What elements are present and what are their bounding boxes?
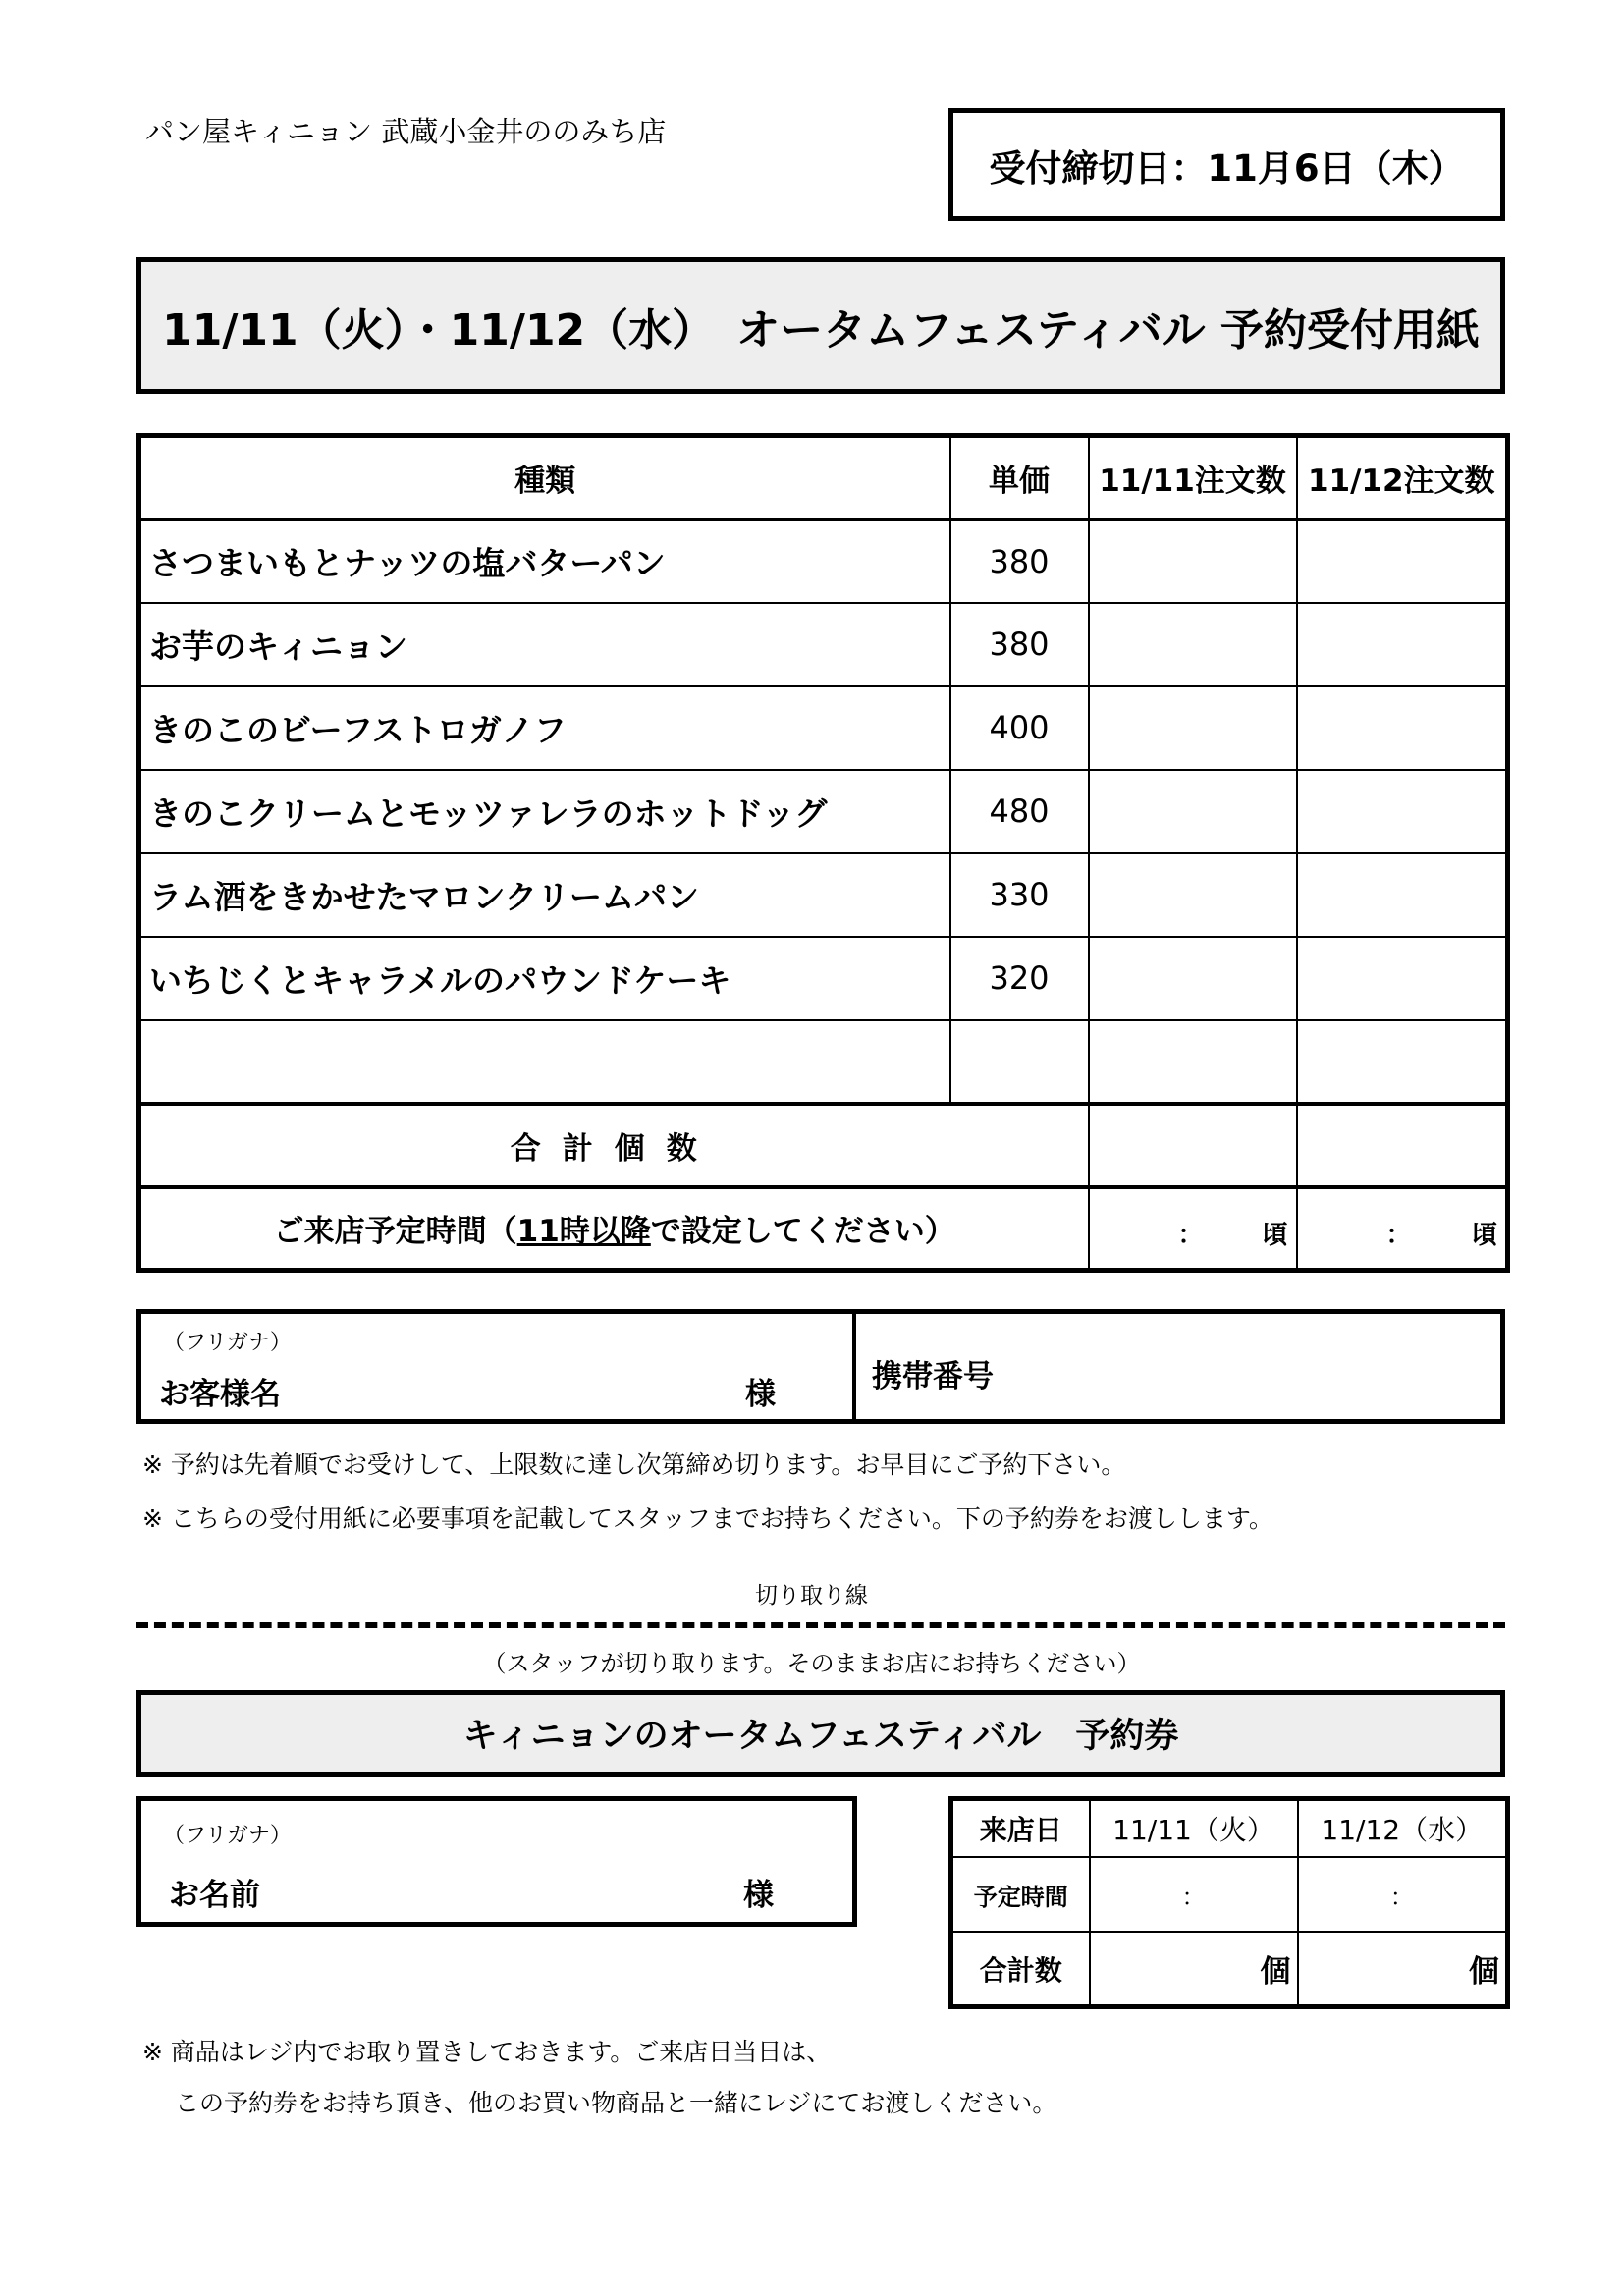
order-table [136,433,1510,1273]
item-name: お芋のキィニョン [139,603,950,686]
cut-line-note: （スタッフが切り取ります。そのままお店にお持ちください） [482,1650,1141,1677]
phone-field[interactable] [856,1314,1500,1419]
item-name-empty[interactable] [139,1020,950,1104]
visit-total-row [951,1932,1508,2007]
visit-time-1111-input[interactable] [1089,1187,1297,1271]
visit-time-1112-input[interactable] [1297,1187,1508,1271]
header-qty-1112: 11/12注文数 [1297,436,1508,519]
time-colon: ： [1177,1220,1204,1250]
total-1112-input[interactable] [1297,1104,1508,1187]
visit-table [948,1796,1510,2009]
qty-1111-input[interactable] [1089,1020,1297,1104]
qty-1112-input[interactable] [1297,686,1508,770]
time-colon: ： [1181,1883,1206,1911]
visit-time-label-underline: 11時以降 [516,1214,651,1250]
visit-time-label: 予定時間 [951,1857,1090,1932]
item-name: きのこクリームとモッツァレラのホットドッグ [139,770,950,853]
deadline-box [948,108,1505,221]
table-row [139,686,1508,770]
visit-time-1112-input[interactable] [1298,1857,1508,1932]
table-row [139,770,1508,853]
bottom-note-line-2: この予約券をお持ち頂き、他のお買い物商品と一緒にレジにてお渡しください。 [142,2089,1057,2117]
visit-time-row [139,1187,1508,1271]
qty-1112-input[interactable] [1297,937,1508,1020]
header-qty-1111: 11/11注文数 [1089,436,1297,519]
form-title [136,257,1505,394]
item-price: 380 [950,519,1089,603]
ticket-name-field[interactable] [136,1796,857,1927]
qty-1112-input[interactable] [1297,853,1508,937]
time-colon: ： [1389,1883,1414,1911]
visit-time-row [951,1857,1508,1932]
note-bring-form: ※ こちらの受付用紙に必要事項を記載してスタッフまでお持ちください。下の予約券をお渡しします。 [142,1504,1273,1533]
header-item-type: 種類 [139,436,950,519]
qty-1111-input[interactable] [1089,770,1297,853]
visit-time-label-pre: ご来店予定時間（ [273,1214,517,1250]
bottom-note [142,2027,1056,2129]
ticket-title-text: キィニョンのオータムフェスティバル 予約券 [462,1717,1179,1756]
item-price: 320 [950,937,1089,1020]
item-price-empty[interactable] [950,1020,1089,1104]
cut-line-label: 切り取り線 [755,1583,868,1609]
ko-unit: 個 [1260,1954,1291,1990]
total-label: 合計個数 [139,1104,1089,1187]
time-goro: 頃 [1262,1220,1288,1250]
item-price: 480 [950,770,1089,853]
item-price: 380 [950,603,1089,686]
visit-time-label-post: で設定してください） [650,1214,955,1250]
customer-name-field[interactable] [141,1314,856,1419]
visit-total-label: 合計数 [951,1932,1090,2007]
qty-1111-input[interactable] [1089,937,1297,1020]
item-price: 400 [950,686,1089,770]
item-price: 330 [950,853,1089,937]
visit-date-1112: 11/12（水） [1298,1799,1508,1858]
visit-total-1112-input[interactable] [1298,1932,1508,2007]
visit-time-1111-input[interactable] [1090,1857,1298,1932]
qty-1111-input[interactable] [1089,603,1297,686]
customer-info-box [136,1309,1505,1424]
table-row [139,853,1508,937]
table-row-empty [139,1020,1508,1104]
qty-1112-input[interactable] [1297,1020,1508,1104]
bottom-note-line-1: ※ 商品はレジ内でお取り置きしておきます。ご来店日当日は、 [142,2038,832,2066]
item-name: ラム酒をきかせたマロンクリームパン [139,853,950,937]
table-row [139,937,1508,1020]
qty-1112-input[interactable] [1297,519,1508,603]
table-row [139,519,1508,603]
table-row [139,603,1508,686]
visit-date-label: 来店日 [951,1799,1090,1858]
qty-1112-input[interactable] [1297,770,1508,853]
item-name: きのこのビーフストロガノフ [139,686,950,770]
visit-date-1111: 11/11（火） [1090,1799,1298,1858]
customer-name-label: お客様名 [159,1377,281,1412]
item-name: さつまいもとナッツの塩バターパン [139,519,950,603]
ko-unit: 個 [1469,1954,1499,1990]
deadline-text: 受付締切日：11月6日（木） [989,146,1465,190]
header-unit-price: 単価 [950,436,1089,519]
sama-label: 様 [743,1878,774,1913]
furigana-label: （フリガナ） [163,1824,292,1848]
ticket-title [136,1690,1505,1777]
time-colon: ： [1385,1220,1412,1250]
visit-time-label [139,1187,1089,1271]
note-first-come: ※ 予約は先着順でお受けして、上限数に達し次第締め切ります。お早目にご予約下さい。 [142,1450,1126,1479]
total-row [139,1104,1508,1187]
store-name: パン屋キィニョン 武蔵小金井ののみち店 [145,115,667,148]
phone-label: 携帯番号 [872,1359,994,1394]
qty-1111-input[interactable] [1089,853,1297,937]
time-goro: 頃 [1471,1220,1497,1250]
qty-1112-input[interactable] [1297,603,1508,686]
total-1111-input[interactable] [1089,1104,1297,1187]
ticket-name-label: お名前 [169,1878,260,1913]
item-name: いちじくとキャラメルのパウンドケーキ [139,937,950,1020]
furigana-label: （フリガナ） [163,1331,292,1355]
cut-line [136,1622,1505,1628]
visit-total-1111-input[interactable] [1090,1932,1298,2007]
visit-date-row [951,1799,1508,1858]
sama-label: 様 [745,1377,776,1412]
form-title-text: 11/11（火）・11/12（水） オータムフェスティバル 予約受付用紙 [162,304,1480,355]
table-header-row [139,436,1508,519]
qty-1111-input[interactable] [1089,686,1297,770]
qty-1111-input[interactable] [1089,519,1297,603]
